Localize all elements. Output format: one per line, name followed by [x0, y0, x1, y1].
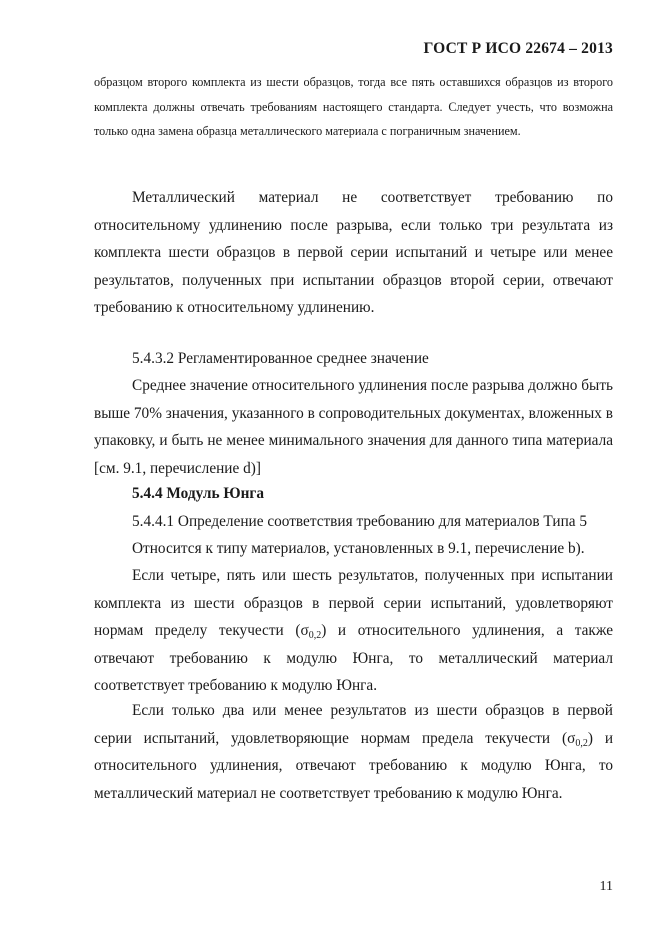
- p5-text-a: Если только два или менее результатов из шести образцов в первой серии испытаний, удовлетворяющие нормам предела текучести (σ: [94, 702, 613, 747]
- section-heading-5-4-4-1: 5.4.4.1 Определение соответствия требованию для материалов Типа 5: [132, 513, 588, 530]
- note-text-block: [94, 70, 613, 144]
- paragraph-material-type: Относится к типу материалов, установленных в 9.1, перечисление b).: [132, 540, 585, 557]
- paragraph-mean-value: Среднее значение относительного удлинения после разрыва должно быть выше 70% значения, указанного в сопроводительных документах, вложенных в упаковку, и быть не менее минимального значения для данного типа материала [см. 9.1, перечисление d)]: [94, 377, 613, 477]
- paragraph-youngs-modulus-nonconformity: [94, 697, 613, 807]
- p5-text-b: ) и относительного удлинения, отвечают требованию к модулю Юнга, то металлический материал не соответствует требованию к модулю Юнга.: [94, 729, 614, 802]
- paragraph-elongation-nonconformity: Металлический материал не соответствует требованию по относительному удлинению после разрыва, если только три результата из комплекта шести образцов в первой серии испытаний и четыре или менее результатов, полученных при испытании образцов второй серии, отвечают требованию к относительному удлинению.: [94, 189, 613, 316]
- document-header: ГОСТ Р ИСО 22674 – 2013: [423, 40, 613, 57]
- p4-text-b: ) и относительного удлинения, а также отвечают требованию к модулю Юнга, то металлический материал соответствует требованию к модулю Юнга.: [94, 622, 613, 694]
- note-paragraph: образцом второго комплекта из шести образцов, тогда все пять оставшихся образцов из второго комплекта должны отвечать требованиям настоящего стандарта. Следует учесть, что возможна только одна замена образца металлического материала с пограничным значением.: [94, 75, 613, 138]
- p4-text-a: Если четыре, пять или шесть результатов, полученных при испытании комплекта из шести образцов в первой серии испытаний, удовлетворяют нормам пределу текучести (σ: [94, 567, 613, 639]
- paragraph-youngs-modulus-conformity: [94, 562, 613, 700]
- section-heading-5-4-4: 5.4.4 Модуль Юнга: [132, 485, 264, 502]
- yield-subscript: 0,2: [575, 737, 588, 749]
- page-number: 11: [599, 879, 613, 894]
- section-heading-5-4-3-2: 5.4.3.2 Регламентированное среднее значение: [132, 350, 429, 367]
- yield-subscript: 0,2: [308, 630, 322, 641]
